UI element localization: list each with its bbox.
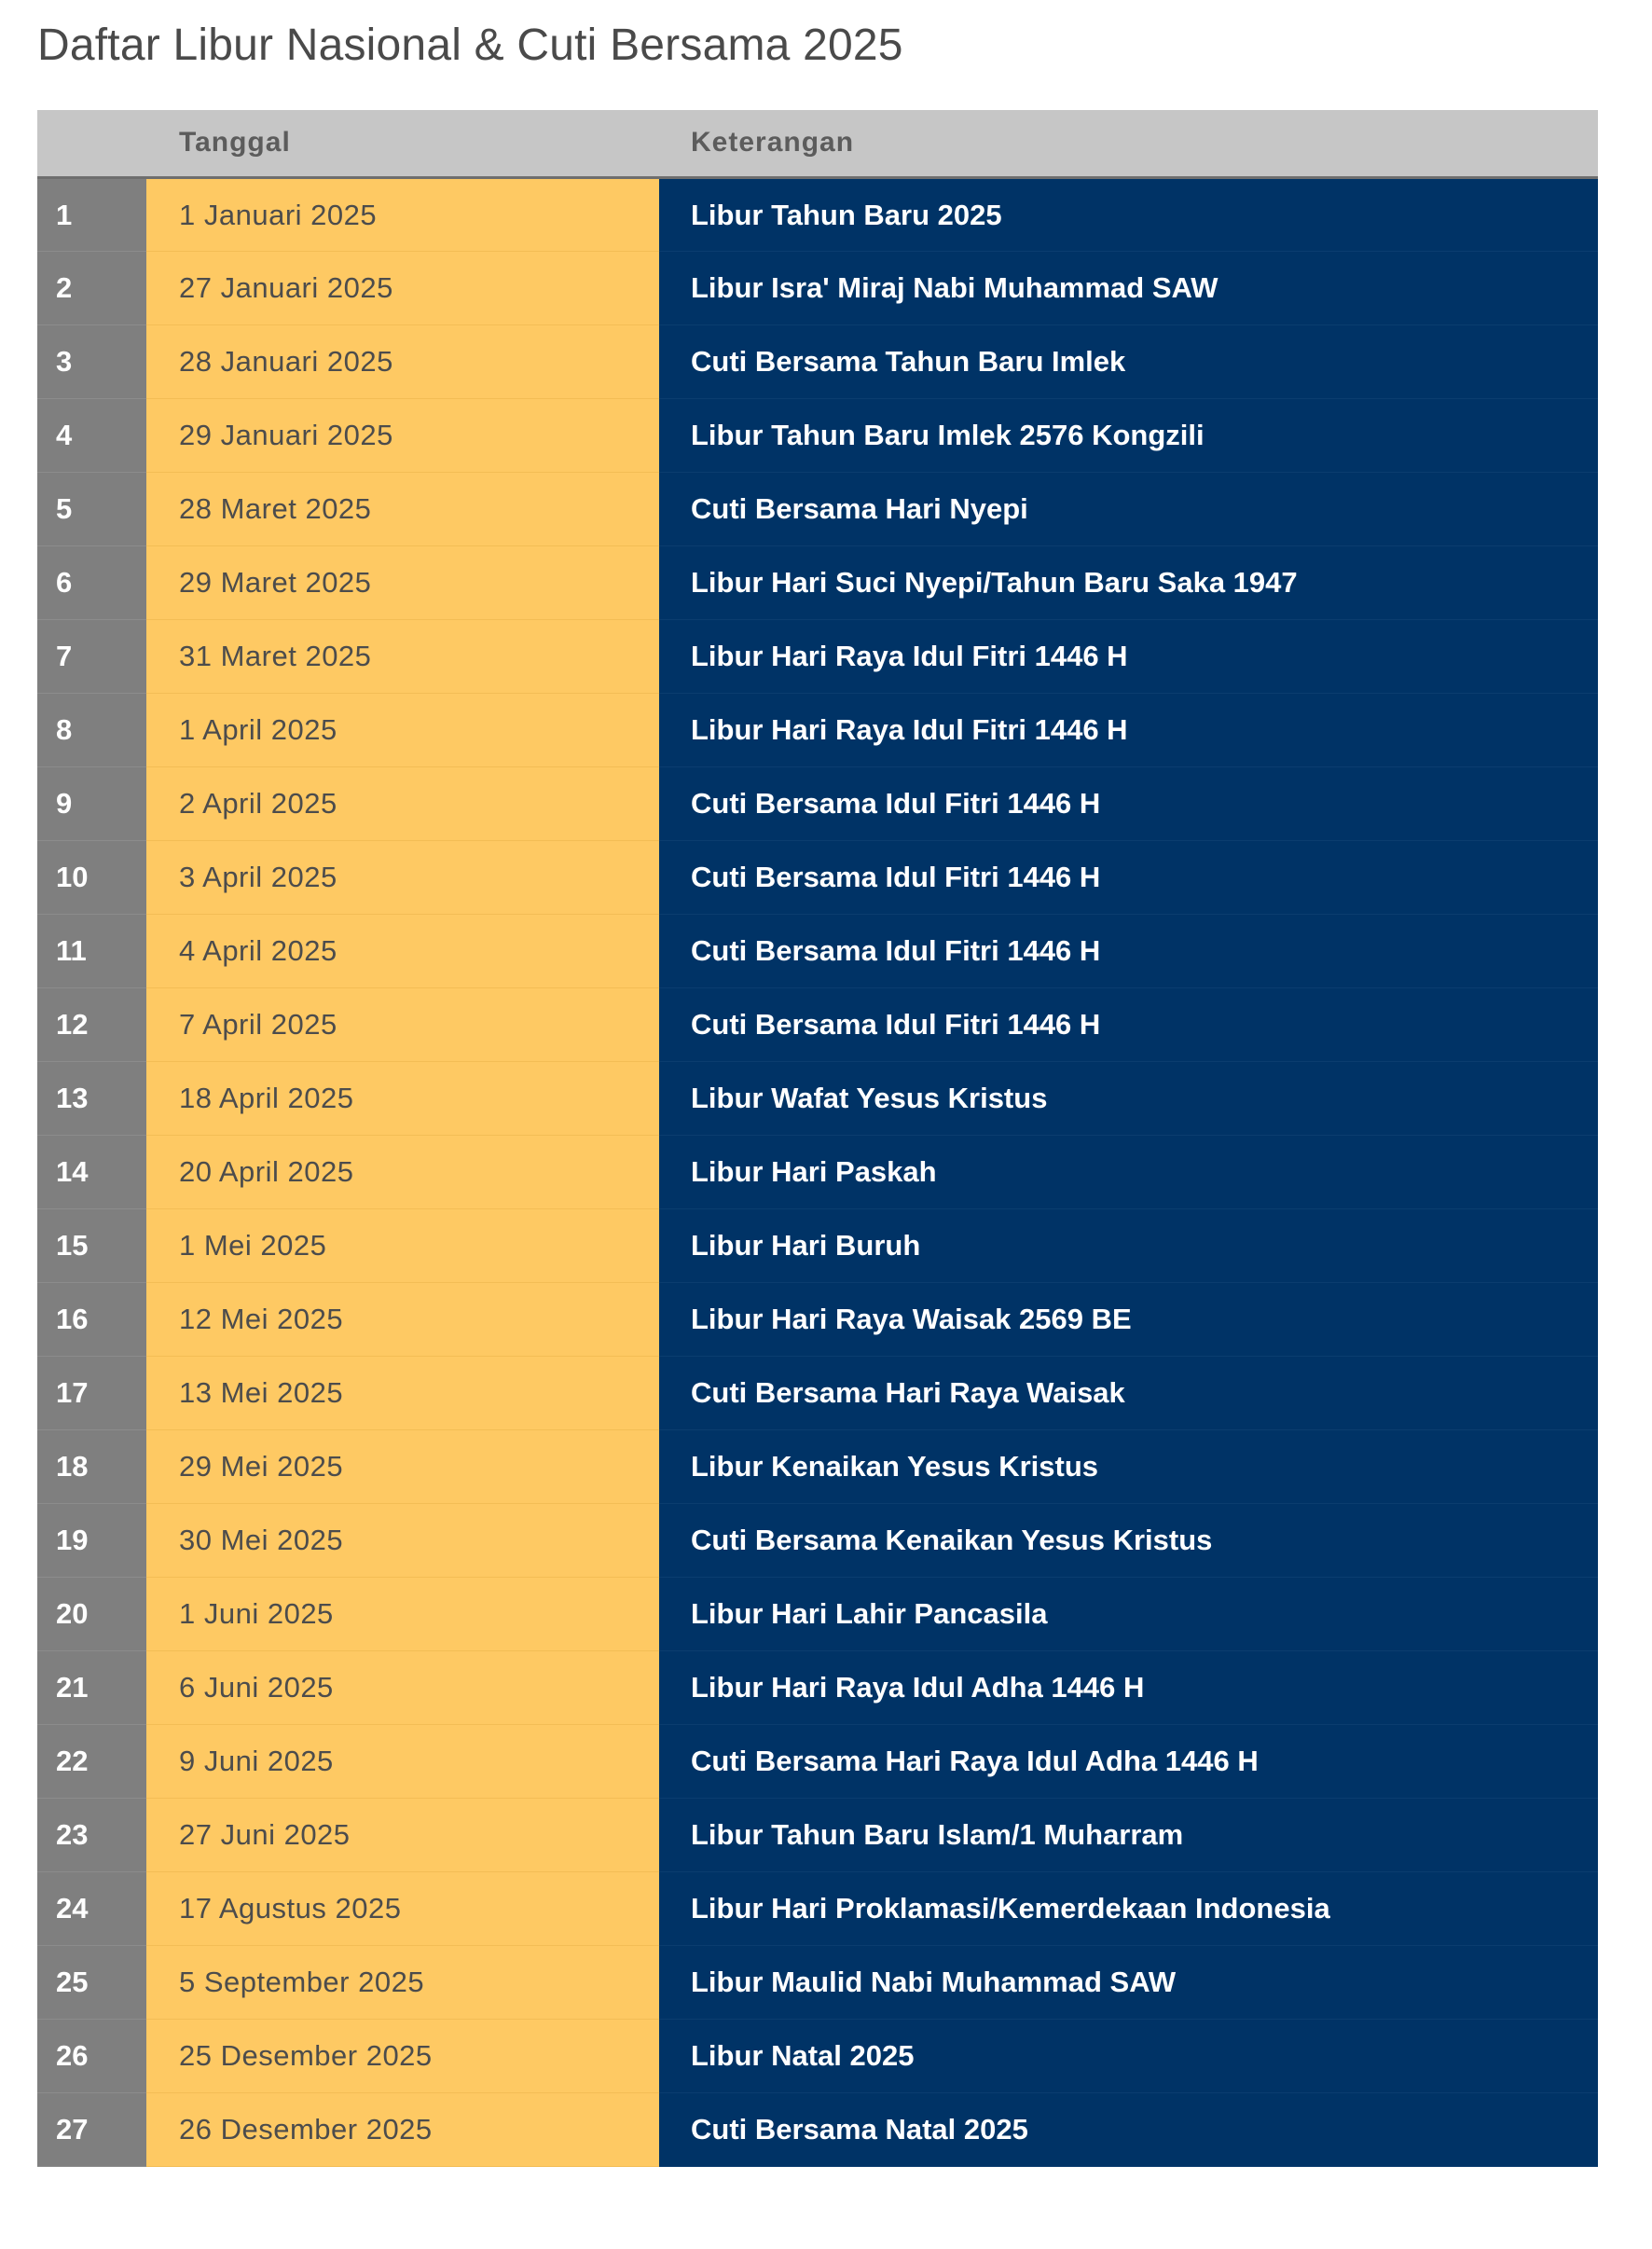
row-description: Cuti Bersama Tahun Baru Imlek bbox=[659, 324, 1598, 398]
row-description: Libur Tahun Baru Imlek 2576 Kongzili bbox=[659, 398, 1598, 472]
row-date: 1 Juni 2025 bbox=[146, 1577, 659, 1650]
row-number: 5 bbox=[37, 472, 146, 545]
row-description: Libur Hari Raya Waisak 2569 BE bbox=[659, 1282, 1598, 1356]
table-row bbox=[37, 1724, 1598, 1798]
row-number: 24 bbox=[37, 1871, 146, 1945]
row-date: 12 Mei 2025 bbox=[146, 1282, 659, 1356]
row-number: 7 bbox=[37, 619, 146, 693]
row-number: 27 bbox=[37, 2092, 146, 2166]
row-number: 6 bbox=[37, 545, 146, 619]
table-row bbox=[37, 766, 1598, 840]
row-description: Libur Natal 2025 bbox=[659, 2019, 1598, 2092]
row-date: 9 Juni 2025 bbox=[146, 1724, 659, 1798]
row-date: 5 September 2025 bbox=[146, 1945, 659, 2019]
row-number: 13 bbox=[37, 1061, 146, 1135]
table-header-row bbox=[37, 110, 1598, 177]
row-date: 26 Desember 2025 bbox=[146, 2092, 659, 2166]
row-number: 14 bbox=[37, 1135, 146, 1208]
table-row bbox=[37, 840, 1598, 914]
row-date: 1 April 2025 bbox=[146, 693, 659, 766]
table-row bbox=[37, 619, 1598, 693]
row-description: Cuti Bersama Idul Fitri 1446 H bbox=[659, 766, 1598, 840]
table-row bbox=[37, 1650, 1598, 1724]
table-row bbox=[37, 2019, 1598, 2092]
row-number: 2 bbox=[37, 251, 146, 324]
table-row bbox=[37, 914, 1598, 987]
table-row bbox=[37, 693, 1598, 766]
row-number: 25 bbox=[37, 1945, 146, 2019]
row-number: 15 bbox=[37, 1208, 146, 1282]
row-date: 29 Mei 2025 bbox=[146, 1429, 659, 1503]
row-number: 12 bbox=[37, 987, 146, 1061]
row-number: 1 bbox=[37, 177, 146, 251]
row-description: Libur Hari Suci Nyepi/Tahun Baru Saka 1947 bbox=[659, 545, 1598, 619]
row-description: Libur Hari Lahir Pancasila bbox=[659, 1577, 1598, 1650]
row-description: Libur Hari Raya Idul Adha 1446 H bbox=[659, 1650, 1598, 1724]
row-date: 29 Maret 2025 bbox=[146, 545, 659, 619]
row-description: Libur Tahun Baru Islam/1 Muharram bbox=[659, 1798, 1598, 1871]
row-description: Libur Tahun Baru 2025 bbox=[659, 177, 1598, 251]
row-number: 22 bbox=[37, 1724, 146, 1798]
row-date: 31 Maret 2025 bbox=[146, 619, 659, 693]
row-number: 4 bbox=[37, 398, 146, 472]
table-row bbox=[37, 1208, 1598, 1282]
row-description: Libur Wafat Yesus Kristus bbox=[659, 1061, 1598, 1135]
row-number: 16 bbox=[37, 1282, 146, 1356]
row-date: 1 Januari 2025 bbox=[146, 177, 659, 251]
row-number: 17 bbox=[37, 1356, 146, 1429]
table-body bbox=[37, 177, 1598, 2166]
row-description: Cuti Bersama Idul Fitri 1446 H bbox=[659, 914, 1598, 987]
table-row bbox=[37, 1429, 1598, 1503]
row-description: Cuti Bersama Hari Raya Waisak bbox=[659, 1356, 1598, 1429]
row-number: 3 bbox=[37, 324, 146, 398]
row-number: 10 bbox=[37, 840, 146, 914]
row-description: Cuti Bersama Idul Fitri 1446 H bbox=[659, 987, 1598, 1061]
table-row bbox=[37, 1871, 1598, 1945]
row-description: Libur Hari Proklamasi/Kemerdekaan Indonesia bbox=[659, 1871, 1598, 1945]
row-description: Cuti Bersama Idul Fitri 1446 H bbox=[659, 840, 1598, 914]
row-date: 20 April 2025 bbox=[146, 1135, 659, 1208]
header-description: Keterangan bbox=[659, 110, 1598, 177]
row-number: 26 bbox=[37, 2019, 146, 2092]
row-date: 4 April 2025 bbox=[146, 914, 659, 987]
row-date: 30 Mei 2025 bbox=[146, 1503, 659, 1577]
table-row bbox=[37, 1356, 1598, 1429]
row-description: Libur Isra' Miraj Nabi Muhammad SAW bbox=[659, 251, 1598, 324]
row-date: 25 Desember 2025 bbox=[146, 2019, 659, 2092]
page-title: Daftar Libur Nasional & Cuti Bersama 2025 bbox=[37, 21, 903, 70]
row-description: Libur Maulid Nabi Muhammad SAW bbox=[659, 1945, 1598, 2019]
table-row bbox=[37, 1282, 1598, 1356]
holiday-table bbox=[37, 110, 1598, 2167]
table-row bbox=[37, 1503, 1598, 1577]
row-date: 18 April 2025 bbox=[146, 1061, 659, 1135]
table-row bbox=[37, 251, 1598, 324]
table-row bbox=[37, 987, 1598, 1061]
table-row bbox=[37, 472, 1598, 545]
table-row bbox=[37, 545, 1598, 619]
table-row bbox=[37, 1577, 1598, 1650]
row-description: Libur Hari Buruh bbox=[659, 1208, 1598, 1282]
row-date: 29 Januari 2025 bbox=[146, 398, 659, 472]
table-row bbox=[37, 1945, 1598, 2019]
row-date: 2 April 2025 bbox=[146, 766, 659, 840]
row-number: 19 bbox=[37, 1503, 146, 1577]
row-date: 3 April 2025 bbox=[146, 840, 659, 914]
row-description: Cuti Bersama Hari Nyepi bbox=[659, 472, 1598, 545]
table-row bbox=[37, 1061, 1598, 1135]
row-date: 1 Mei 2025 bbox=[146, 1208, 659, 1282]
row-number: 18 bbox=[37, 1429, 146, 1503]
header-date: Tanggal bbox=[146, 110, 659, 177]
row-date: 28 Maret 2025 bbox=[146, 472, 659, 545]
row-description: Libur Hari Raya Idul Fitri 1446 H bbox=[659, 619, 1598, 693]
row-description: Cuti Bersama Hari Raya Idul Adha 1446 H bbox=[659, 1724, 1598, 1798]
table-row bbox=[37, 2092, 1598, 2166]
table-row bbox=[37, 324, 1598, 398]
row-description: Libur Kenaikan Yesus Kristus bbox=[659, 1429, 1598, 1503]
header-number bbox=[37, 110, 146, 177]
row-date: 28 Januari 2025 bbox=[146, 324, 659, 398]
row-number: 23 bbox=[37, 1798, 146, 1871]
table-row bbox=[37, 1135, 1598, 1208]
row-number: 20 bbox=[37, 1577, 146, 1650]
row-date: 6 Juni 2025 bbox=[146, 1650, 659, 1724]
table-row bbox=[37, 1798, 1598, 1871]
row-description: Libur Hari Paskah bbox=[659, 1135, 1598, 1208]
row-date: 17 Agustus 2025 bbox=[146, 1871, 659, 1945]
row-date: 7 April 2025 bbox=[146, 987, 659, 1061]
row-number: 9 bbox=[37, 766, 146, 840]
row-number: 8 bbox=[37, 693, 146, 766]
row-description: Libur Hari Raya Idul Fitri 1446 H bbox=[659, 693, 1598, 766]
row-date: 27 Januari 2025 bbox=[146, 251, 659, 324]
row-date: 13 Mei 2025 bbox=[146, 1356, 659, 1429]
row-number: 21 bbox=[37, 1650, 146, 1724]
row-number: 11 bbox=[37, 914, 146, 987]
row-date: 27 Juni 2025 bbox=[146, 1798, 659, 1871]
row-description: Cuti Bersama Natal 2025 bbox=[659, 2092, 1598, 2166]
table-row bbox=[37, 177, 1598, 251]
row-description: Cuti Bersama Kenaikan Yesus Kristus bbox=[659, 1503, 1598, 1577]
table-row bbox=[37, 398, 1598, 472]
